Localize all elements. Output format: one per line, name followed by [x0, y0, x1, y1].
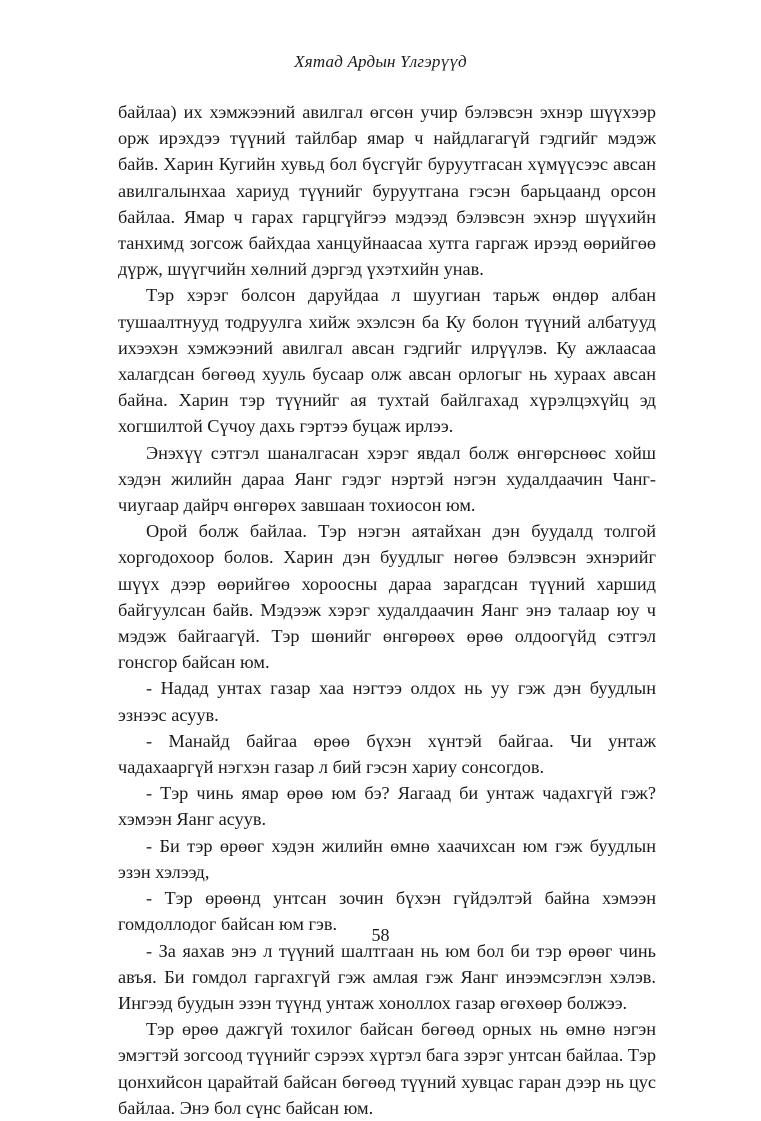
body-text — [118, 99, 656, 1121]
dialogue-line: - Манайд байгаа өрөө бүхэн хүнтэй байгаа. Чи унтаж чадахааргүй нэгхэн газар л бий гэсэн хариу сонсогдов. — [118, 730, 656, 778]
dialogue-line: - За яахав энэ л түүний шалтгаан нь юм бол би тэр өрөөг чинь авъя. Би гомдол гаргахгүй гэж амлая гэж Яанг инээмсэглэн хэлэв. Ингээд буудын эзэн түүнд унтаж хоноллох газар өгөхөөр болжээ. — [118, 940, 656, 1013]
dialogue-line: - Надад унтах газар хаа нэгтээ олдох нь уу гэж дэн буудлын эзнээс асуув. — [118, 678, 656, 725]
paragraph: Орой болж байлаа. Тэр нэгэн аятайхан дэн буудалд толгой хоргодохоор болов. Харин дэн буудлыг нөгөө бэлэвсэн эхнэрийг шүүх дээр өөрийгөө хороосны дараа зарагдсан түүний харшид байгуулсан байв. Мэдээж хэрэг худалдаачин Яанг энэ талаар юу ч мэдэж байгаагүй. Тэр шөнийг өнгөрөөх өрөө олдоогүйд сэтгэл гонсгор байсан юм. — [118, 521, 656, 673]
paragraph: Энэхүү сэтгэл шаналгасан хэрэг явдал болж өнгөрснөөс хойш хэдэн жилийн дараа Яанг гэдэг нэртэй нэгэн худалдаачин Чанг-чиугаар дайрч өнгөрөх завшаан тохиосон юм. — [118, 442, 656, 516]
paragraph: Тэр өрөө дажгүй тохилог байсан бөгөөд орных нь өмнө нэгэн эмэгтэй зогсоод түүнийг сэрээх хүртэл бага зэрэг унтсан байлаа. Тэр цонхийсон царайтай байсан бөгөөд түүний хувцас гаран дээр нь цус байлаа. Энэ бол сүнс байсан юм. — [118, 1019, 656, 1118]
dialogue-line: - Тэр чинь ямар өрөө юм бэ? Яагаад би унтаж чадахгүй гэж? хэмээн Яанг асуув. — [118, 783, 656, 830]
dialogue-line: - Тэр өрөөнд унтсан зочин бүхэн гүйдэлтэй байна хэмээн гомдоллодог байсан юм гэв. — [118, 888, 656, 935]
dialogue-line: - Би тэр өрөөг хэдэн жилийн өмнө хаачихсан юм гэж буудлын эзэн хэлээд, — [118, 835, 656, 882]
page-number: 58 — [371, 925, 390, 945]
paragraph: Тэр хэрэг болсон даруйдаа л шуугиан тарьж өндөр албан тушаалтнууд тодруулга хийж эхэлсэн ба Ку болон түүний албатууд ихээхэн хэмжээний авилгал авсан гэдгийг илрүүлэв. Ку ажлаасаа халагдсан бөгөөд хууль бусаар олж авсан орлогыг нь хураах авсан байна. Харин тэр түүнийг ая тухтай байлгахад хүрэлцэхүйц эд хогшилтой Сүчоу дахь гэртээ буцаж ирлээ. — [118, 285, 656, 437]
paragraph: байлаа) их хэмжээний авилгал өгсөн учир бэлэвсэн эхнэр шүүхээр орж ирэхдээ түүний тайлбар ямар ч найдлагагүй гэдгийг мэдэж байв. Харин Кугийн хувьд бол бүсгүйг буруутгасан хүмүүсээс авсан авилгалынхаа хариуд түүнийг буруутгана гэсэн барьцаанд орсон байлаа. Ямар ч гарах гарцгүйгээ мэдээд бэлэвсэн эхнэр шүүхийн танхимд зогсож байхдаа ханцуйнаасаа хутга гаргаж ирээд өөрийгөө дүрж, шүүгчийн хөлний дэргэд үхэтхийн унав. — [118, 102, 656, 280]
running-header: Хятад Ардын Үлгэрүүд — [294, 52, 467, 71]
